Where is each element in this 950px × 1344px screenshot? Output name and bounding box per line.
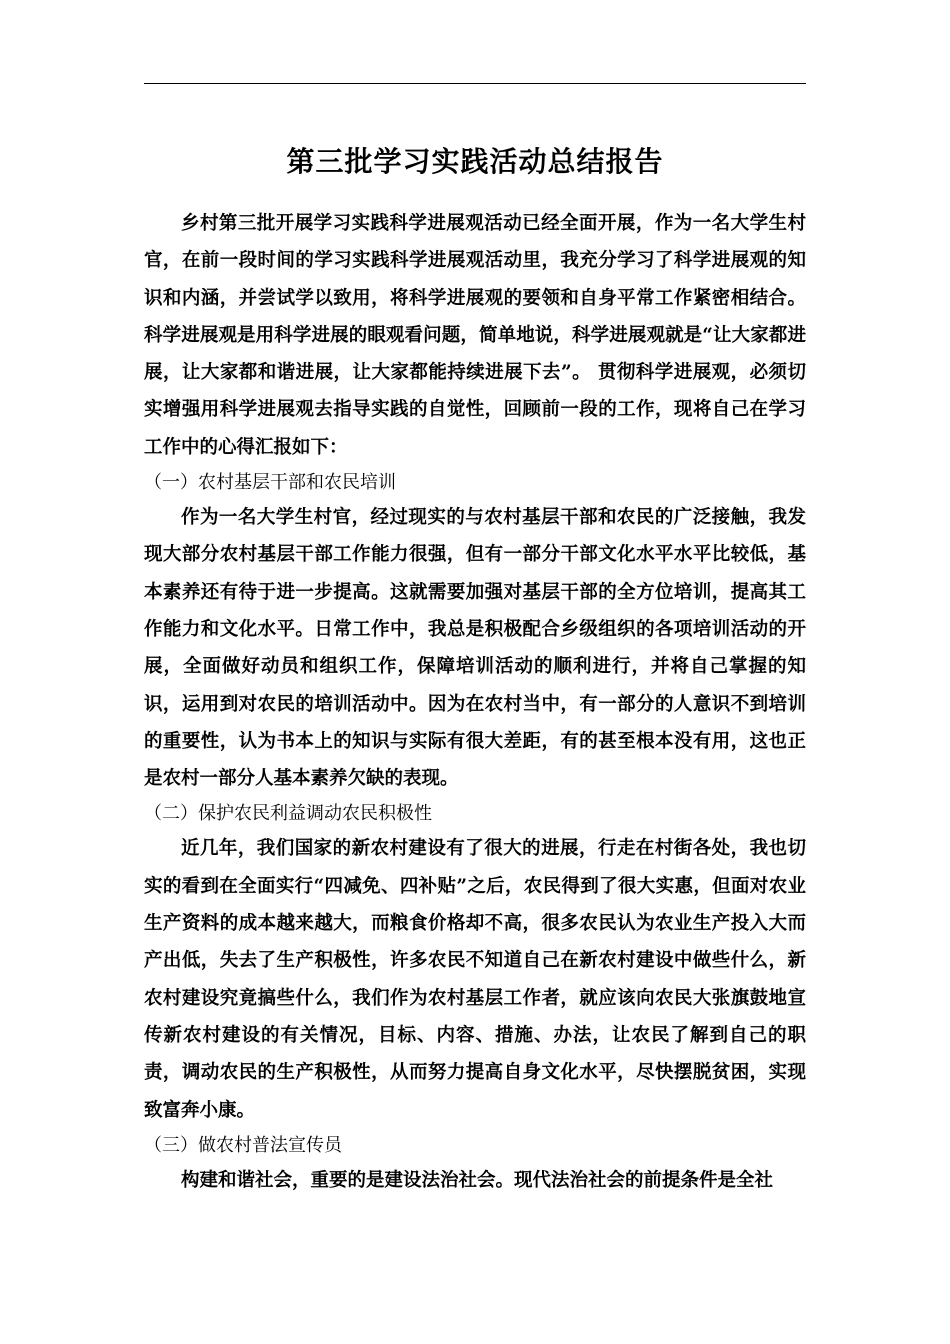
- section-heading-2: （二）保护农民利益调动农民积极性: [144, 803, 432, 825]
- section-heading-1: （一）农村基层干部和农民培训: [144, 472, 396, 494]
- document-title: 第三批学习实践活动总结报告: [286, 145, 664, 178]
- section-heading-3: （三）做农村普法宣传员: [144, 1134, 342, 1156]
- section-body-2: 近几年，我们国家的新农村建设有了很大的进展，行走在村街各处，我也切实的看到在全面实行“四减免、四补贴”之后，农民得到了很大实惠，但面对农业生产资料的成本越来越大，而粮食价格却不高，很多农民认为农业生产投入大而产出低，失去了生产积极性，许多农民不知道自己在新农村建设中做些什么，新农村建设究竟搞些什么，我们作为农村基层工作者，就应该向农民大张旗鼓地宣传新农村建设的有关情况，目标、内容、措施、办法，让农民了解到自己的职责，调动农民的生产积极性，从而努力提高自身文化水平，尽快摆脱贫困，实现致富奔小康。: [144, 838, 806, 1121]
- document-body: [144, 205, 806, 1199]
- section-body-3: 构建和谐社会，重要的是建设法治社会。现代法治社会的前提条件是全社: [181, 1169, 774, 1191]
- intro-paragraph: 乡村第三批开展学习实践科学进展观活动已经全面开展，作为一名大学生村官，在前一段时间的学习实践科学进展观活动里，我充分学习了科学进展观的知识和内涵，并尝试学以致用，将科学进展观的要领和自身平常工作紧密相结合。科学进展观是用科学进展的眼观看问题，简单地说，科学进展观就是“让大家都进展，让大家都和谐进展，让大家都能持续进展下去”。 贯彻科学进展观，必须切实增强用科学进展观去指导实践的自觉性，回顾前一段的工作，现将自己在学习工作中的心得汇报如下：: [144, 213, 806, 458]
- section-body-1: 作为一名大学生村官，经过现实的与农村基层干部和农民的广泛接触，我发现大部分农村基层干部工作能力很强，但有一部分干部文化水平水平比较低，基本素养还有待于进一步提高。这就需要加强对基层干部的全方位培训，提高其工作能力和文化水平。日常工作中，我总是积极配合乡级组织的各项培训活动的开展，全面做好动员和组织工作，保障培训活动的顺利进行，并将自己掌握的知识，运用到对农民的培训活动中。因为在农村当中，有一部分的人意识不到培训的重要性，认为书本上的知识与实际有很大差距，有的甚至根本没有用，这也正是农村一部分人基本素养欠缺的表现。: [144, 507, 806, 790]
- header-rule: [144, 83, 806, 84]
